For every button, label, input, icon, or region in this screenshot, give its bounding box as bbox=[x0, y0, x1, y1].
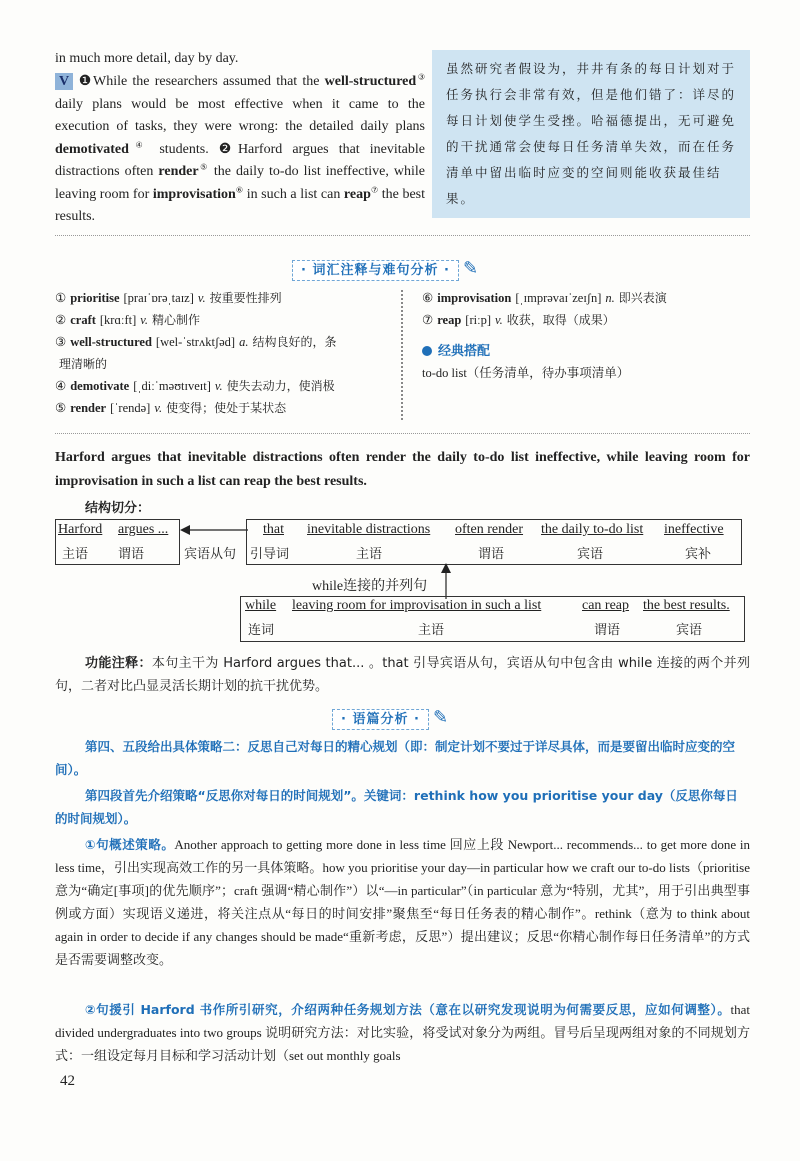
clause-en-0: that bbox=[263, 522, 284, 537]
note-ref: ⑤ bbox=[198, 162, 209, 172]
main-en-1: argues ... bbox=[118, 522, 169, 537]
while-en-3: the best results. bbox=[643, 598, 730, 613]
text: daily plans would be most effective when it came to the execution of tasks, they were wrong: the detailed daily plans bbox=[55, 96, 425, 134]
key-word: render bbox=[158, 164, 199, 179]
vocab-word: well-structured bbox=[70, 335, 152, 349]
divider bbox=[55, 433, 750, 434]
clause-en-1: inevitable distractions bbox=[307, 522, 431, 537]
clause-label: 宾语从句 bbox=[184, 547, 237, 562]
vocab-ipa: [ˌdiːˈməʊtɪveɪt] bbox=[133, 379, 211, 393]
vocab-item bbox=[55, 375, 395, 397]
text: the daily to-do list ineffective, while leaving room for bbox=[55, 164, 426, 202]
structure-label: 结构切分： bbox=[85, 501, 151, 516]
key-word: improvisation bbox=[152, 186, 236, 202]
analysis-para-4 bbox=[55, 998, 750, 1067]
text: While the researchers assumed that the bbox=[93, 74, 325, 89]
paragraph-marker: V bbox=[55, 73, 73, 90]
vocab-ipa: [ˈrendə] bbox=[110, 401, 151, 415]
vocab-num: ② bbox=[55, 313, 67, 327]
vocab-num: ③ bbox=[55, 335, 67, 349]
vocab-num: ⑤ bbox=[55, 401, 67, 415]
vocab-word: prioritise bbox=[70, 291, 120, 305]
analysis-head-4: ②句援引 Harford 书作所引研究，介绍两种任务规划方法（意在以研究发现说明为何需要反思，应如何调整）。 bbox=[85, 1002, 731, 1017]
while-label: while连接的并列句 bbox=[312, 579, 428, 594]
analysis-para-3 bbox=[55, 833, 750, 971]
section-title-text: · 语篇分析 · bbox=[332, 709, 429, 730]
clause-zh-2: 谓语 bbox=[478, 547, 505, 562]
clause-en-3: the daily to-do list bbox=[541, 522, 644, 537]
while-zh-3: 宾语 bbox=[676, 623, 703, 638]
vocab-ipa: [praɪˈɒrəˌtaɪz] bbox=[123, 291, 194, 305]
text: Harford argues that inevitable distractions often bbox=[55, 141, 425, 179]
collocation-item: to-do list（任务清单，待办事项清单） bbox=[422, 366, 630, 380]
arrow-icon bbox=[180, 520, 250, 540]
clause-en-2: often render bbox=[455, 522, 524, 537]
key-sentence: Harford argues that inevitable distractions often render the daily to-do list ineffective, while leaving room for improvisation in such a list can reap the best results. bbox=[55, 450, 750, 489]
analysis-para-2: 第四段首先介绍策略“反思你对每日的时间规划”。关键词：rethink how you prioritise your day（反思你每日的时间规划）。 bbox=[55, 788, 738, 826]
while-en-1: leaving room for improvisation in such a list bbox=[292, 598, 542, 613]
function-label: 功能注释： bbox=[85, 656, 152, 671]
vocab-pos: n. bbox=[605, 291, 615, 305]
vocab-pos: v. bbox=[154, 401, 163, 415]
vocab-pos: a. bbox=[239, 335, 249, 349]
vocab-list-left bbox=[55, 287, 395, 419]
function-note bbox=[55, 652, 750, 698]
collocation-heading bbox=[422, 340, 490, 360]
clause-zh-1: 主语 bbox=[356, 547, 383, 562]
vocab-word: render bbox=[70, 401, 107, 415]
vocab-meaning: 即兴表演 bbox=[618, 291, 667, 305]
vocab-meaning: 收获，取得（成果） bbox=[506, 313, 615, 327]
key-word: well-structured bbox=[324, 74, 417, 89]
pen-icon: ✎ bbox=[462, 258, 479, 278]
vocab-ipa: [riːp] bbox=[465, 313, 491, 327]
function-text: 本句主干为 Harford argues that... 。that 引导宾语从句，宾语从句中包含由 while 连接的两个并列句，二者对比凸显灵活长期计划的抗干扰优势。 bbox=[55, 656, 750, 694]
vocab-word: craft bbox=[70, 313, 96, 327]
text: in such a list can bbox=[243, 186, 344, 202]
vocab-item bbox=[55, 287, 395, 309]
key-word: reap bbox=[343, 186, 371, 202]
section-title-discourse bbox=[332, 707, 448, 728]
note-ref: ⑥ bbox=[235, 184, 244, 194]
while-en-0: while bbox=[245, 598, 277, 613]
clause-zh-0: 引导词 bbox=[250, 547, 290, 562]
analysis-body-4: that divided undergraduates into two groups 说明研究方法：对比实验，将受试对象分为两组。冒号后呈现两组对象的不同规划方式：一组设定每月目标和学习活动计划（set out monthly goals bbox=[55, 1002, 750, 1063]
top-line: in much more detail, day by day. bbox=[55, 51, 239, 66]
analysis-body-3: Another approach to getting more done in less time 回应上段 Newport... recommends... to get more done in less time，引出实现高效工作的另一具体策略。how you prioritise your day—in particular how we craft our to-do lists（prioritise 意为“确定[事项]的优先顺序”；craft 强调“精心制作”）以“—in particular”（in particular 意为“特别，尤其”，用于引出典型事例或方面）实现语义递进，将关注点从“每日的时间安排”聚焦至“每日任务表的精心制作”。rethink（意为 to think about again in order to decide if any changes should be made“重新考虑，反思”）提出建议；反思“你精心制作每日任务清单”的方式是否需要调整改变。 bbox=[55, 837, 750, 967]
while-zh-1: 主语 bbox=[418, 623, 445, 638]
paragraph-v bbox=[55, 71, 425, 229]
pen-icon: ✎ bbox=[432, 707, 449, 727]
key-word: demotivated bbox=[55, 141, 129, 157]
text: students. bbox=[149, 141, 219, 157]
bullet-icon bbox=[422, 346, 432, 356]
main-zh-1: 谓语 bbox=[118, 547, 145, 562]
vocab-item bbox=[55, 397, 395, 419]
collocation-title: 经典搭配 bbox=[438, 344, 491, 359]
vocab-pos: v. bbox=[494, 313, 503, 327]
sentence-num-1: ❶ bbox=[77, 74, 94, 89]
vocab-pos: v. bbox=[214, 379, 223, 393]
clause-zh-4: 宾补 bbox=[685, 547, 712, 562]
clause-en-4: ineffective bbox=[664, 522, 724, 537]
vocab-item bbox=[55, 309, 395, 331]
while-zh-2: 谓语 bbox=[594, 623, 621, 638]
vocab-meaning: 使变得；使处于某状态 bbox=[166, 401, 287, 415]
vocab-num: ① bbox=[55, 291, 67, 305]
vocab-item bbox=[422, 287, 752, 309]
analysis-para-1: 第四、五段给出具体策略二：反思自己对每日的精心规划（即：制定计划不要过于详尽具体，而是要留出临时应变的空间）。 bbox=[55, 739, 736, 777]
vocab-list-right bbox=[422, 287, 752, 331]
text: the best results. bbox=[55, 186, 426, 224]
sentence-num-2: ❷ bbox=[218, 141, 238, 157]
vocab-num: ⑥ bbox=[422, 291, 434, 305]
up-arrow-icon bbox=[438, 563, 454, 599]
main-en-0: Harford bbox=[58, 522, 103, 537]
vocab-num: ④ bbox=[55, 379, 67, 393]
while-en-2: can reap bbox=[582, 598, 630, 613]
section-title-text: · 词汇注释与难句分析 · bbox=[292, 260, 459, 281]
vocab-item bbox=[422, 309, 752, 331]
analysis-head-3: ①句概述策略。 bbox=[85, 837, 175, 852]
vocab-num: ⑦ bbox=[422, 313, 434, 327]
while-zh-0: 连词 bbox=[248, 623, 275, 638]
section-title-vocab bbox=[292, 258, 478, 279]
vocab-item bbox=[55, 353, 395, 375]
main-zh-0: 主语 bbox=[62, 547, 89, 562]
vocab-word: improvisation bbox=[437, 291, 512, 305]
vocab-ipa: [wel-ˈstrʌktʃəd] bbox=[155, 335, 236, 349]
note-ref: ④ bbox=[128, 139, 150, 149]
column-divider bbox=[401, 290, 403, 420]
clause-zh-3: 宾语 bbox=[577, 547, 604, 562]
vocab-meaning: 理清晰的 bbox=[59, 357, 108, 371]
note-ref: ⑦ bbox=[370, 184, 379, 194]
vocab-ipa: [krɑːft] bbox=[99, 313, 137, 327]
divider bbox=[55, 235, 750, 236]
vocab-item bbox=[55, 331, 395, 353]
translation-box: 虽然研究者假设为，井井有条的每日计划对于任务执行会非常有效，但是他们错了：详尽的每日计划使学生受挫。哈福德提出，无可避免的干扰通常会使每日任务清单失效，而在任务清单中留出临时应变的空间则能收获最佳结果。 bbox=[432, 50, 750, 218]
vocab-word: reap bbox=[437, 313, 462, 327]
vocab-meaning: 按重要性排列 bbox=[209, 291, 282, 305]
vocab-word: demotivate bbox=[70, 379, 130, 393]
vocab-pos: v. bbox=[197, 291, 206, 305]
vocab-pos: v. bbox=[140, 313, 149, 327]
vocab-meaning: 精心制作 bbox=[152, 313, 201, 327]
vocab-meaning: 使失去动力，使消极 bbox=[226, 379, 335, 393]
vocab-ipa: [ˌɪmprəvaɪˈzeɪʃn] bbox=[515, 291, 602, 305]
page-number: 42 bbox=[60, 1073, 75, 1089]
vocab-meaning: 结构良好的，条 bbox=[252, 335, 337, 349]
note-ref: ③ bbox=[416, 72, 426, 82]
